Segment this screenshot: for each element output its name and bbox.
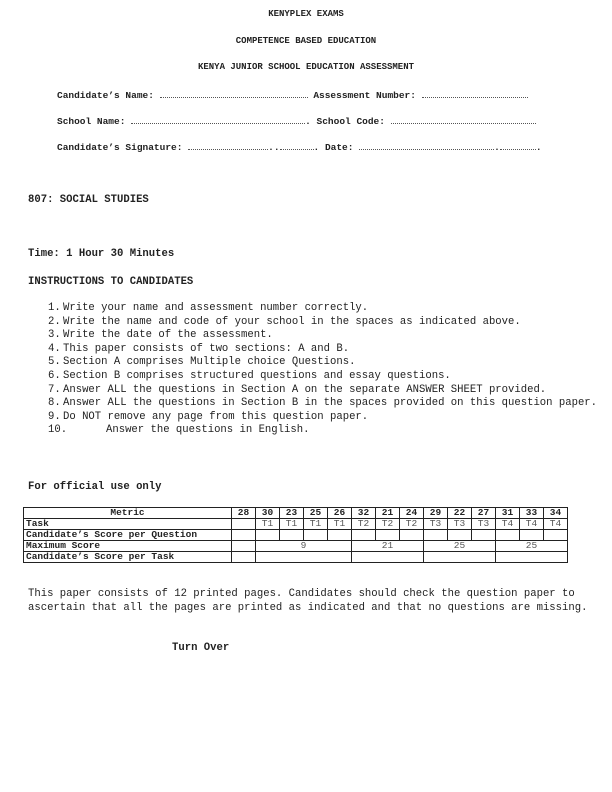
date-field[interactable] (359, 141, 494, 150)
column-header: 24 (400, 508, 424, 519)
assessment-number-field[interactable] (422, 89, 528, 98)
list-item: 8. Answer ALL the questions in Section B in the spaces provided on this question paper. (48, 397, 598, 410)
score-table (23, 507, 568, 563)
table-row (24, 541, 568, 552)
table-header-row (24, 508, 568, 519)
school-code-label: School Code: (316, 116, 385, 127)
signature-field[interactable] (188, 141, 268, 150)
list-item: 2. Write the name and code of your school in the spaces as indicated above. (48, 315, 521, 328)
score-cell[interactable] (352, 530, 376, 541)
task-cell (232, 519, 256, 530)
score-cell[interactable] (328, 530, 352, 541)
score-cell[interactable] (544, 530, 568, 541)
subject-title: 807: SOCIAL STUDIES (28, 194, 149, 206)
task-cell: T1 (304, 519, 328, 530)
list-item: 5. Section A comprises Multiple choice Questions. (48, 356, 356, 369)
instructions-title: INSTRUCTIONS TO CANDIDATES (28, 276, 194, 288)
column-header: 28 (232, 508, 256, 519)
candidate-name-field[interactable] (160, 89, 308, 98)
school-name-field[interactable] (131, 115, 305, 124)
task-cell: T1 (328, 519, 352, 530)
table-row (24, 519, 568, 530)
score-cell[interactable] (304, 530, 328, 541)
max-score-cell: 9 (256, 541, 352, 552)
task-cell: T4 (544, 519, 568, 530)
column-header: 30 (256, 508, 280, 519)
empty-cell (232, 541, 256, 552)
maximum-score-label: Maximum Score (24, 541, 232, 552)
metric-header: Metric (24, 508, 232, 519)
task-cell: T2 (352, 519, 376, 530)
list-item: 3. Write the date of the assessment. (48, 329, 273, 342)
signature-field-extra[interactable] (280, 141, 314, 150)
candidate-name-label: Candidate’s Name: (57, 90, 154, 101)
school-details-row: School Name: . School Code: (57, 115, 536, 127)
assessment-number-label: Assessment Number: (313, 90, 416, 101)
empty-cell (232, 552, 256, 563)
task-score-cell[interactable] (352, 552, 424, 563)
column-header: 32 (352, 508, 376, 519)
max-score-cell: 21 (352, 541, 424, 552)
score-cell[interactable] (400, 530, 424, 541)
column-header: 21 (376, 508, 400, 519)
task-cell: T4 (520, 519, 544, 530)
score-cell[interactable] (496, 530, 520, 541)
score-cell[interactable] (424, 530, 448, 541)
score-cell[interactable] (232, 530, 256, 541)
column-header: 26 (328, 508, 352, 519)
column-header: 33 (520, 508, 544, 519)
table-row (24, 530, 568, 541)
page-count-note: This paper consists of 12 printed pages. Candidates should check the question paper to ascertain that all the pages are printed as indicated and that no questions are missing. (28, 588, 588, 614)
task-cell: T2 (376, 519, 400, 530)
task-cell: T1 (280, 519, 304, 530)
task-score-cell[interactable] (496, 552, 568, 563)
task-cell: T1 (256, 519, 280, 530)
column-header: 27 (472, 508, 496, 519)
list-item: 10. Answer the questions in English. (48, 424, 310, 437)
task-cell: T3 (448, 519, 472, 530)
task-row-label: Task (24, 519, 232, 530)
task-score-cell[interactable] (424, 552, 496, 563)
signature-label: Candidate’s Signature: (57, 142, 183, 153)
score-cell[interactable] (280, 530, 304, 541)
list-item: 1. Write your name and assessment number correctly. (48, 302, 369, 314)
date-field-extra[interactable] (500, 141, 536, 150)
max-score-cell: 25 (424, 541, 496, 552)
score-cell[interactable] (256, 530, 280, 541)
task-cell: T4 (496, 519, 520, 530)
list-item: 4. This paper consists of two sections: A and B. (48, 342, 350, 355)
task-cell: T2 (400, 519, 424, 530)
school-code-field[interactable] (391, 115, 536, 124)
exam-body-title: KENYPLEX EXAMS (268, 9, 344, 19)
column-header: 31 (496, 508, 520, 519)
task-score-cell[interactable] (256, 552, 352, 563)
column-header: 34 (544, 508, 568, 519)
column-header: 29 (424, 508, 448, 519)
list-item: 7. Answer ALL the questions in Section A on the separate ANSWER SHEET provided. (48, 383, 547, 396)
candidate-details-row (57, 89, 528, 101)
score-cell[interactable] (376, 530, 400, 541)
task-cell: T3 (424, 519, 448, 530)
table-row (24, 552, 568, 563)
date-label: Date: (324, 142, 354, 153)
column-header: 22 (448, 508, 472, 519)
list-item: 6. Section B comprises structured questions and essay questions. (48, 369, 451, 382)
assessment-title: KENYA JUNIOR SCHOOL EDUCATION ASSESSMENT (197, 62, 415, 72)
column-header: 23 (280, 508, 304, 519)
column-header: 25 (304, 508, 328, 519)
instructions-list (48, 302, 598, 438)
task-cell: T3 (472, 519, 496, 530)
school-name-label: School Name: (57, 116, 126, 127)
turn-over-label: Turn Over (172, 642, 230, 654)
time-allowed: Time: 1 Hour 30 Minutes (28, 248, 175, 260)
list-item: 9. Do NOT remove any page from this question paper. (48, 410, 369, 423)
program-title: COMPETENCE BASED EDUCATION (235, 36, 377, 46)
score-per-task-label: Candidate’s Score per Task (24, 552, 232, 563)
score-cell[interactable] (472, 530, 496, 541)
score-cell[interactable] (448, 530, 472, 541)
official-use-label: For official use only (28, 481, 162, 493)
score-cell[interactable] (520, 530, 544, 541)
score-per-question-label: Candidate’s Score per Question (24, 530, 232, 541)
max-score-cell: 25 (496, 541, 568, 552)
signature-row: Candidate’s Signature: .. . Date: . . (57, 142, 542, 153)
